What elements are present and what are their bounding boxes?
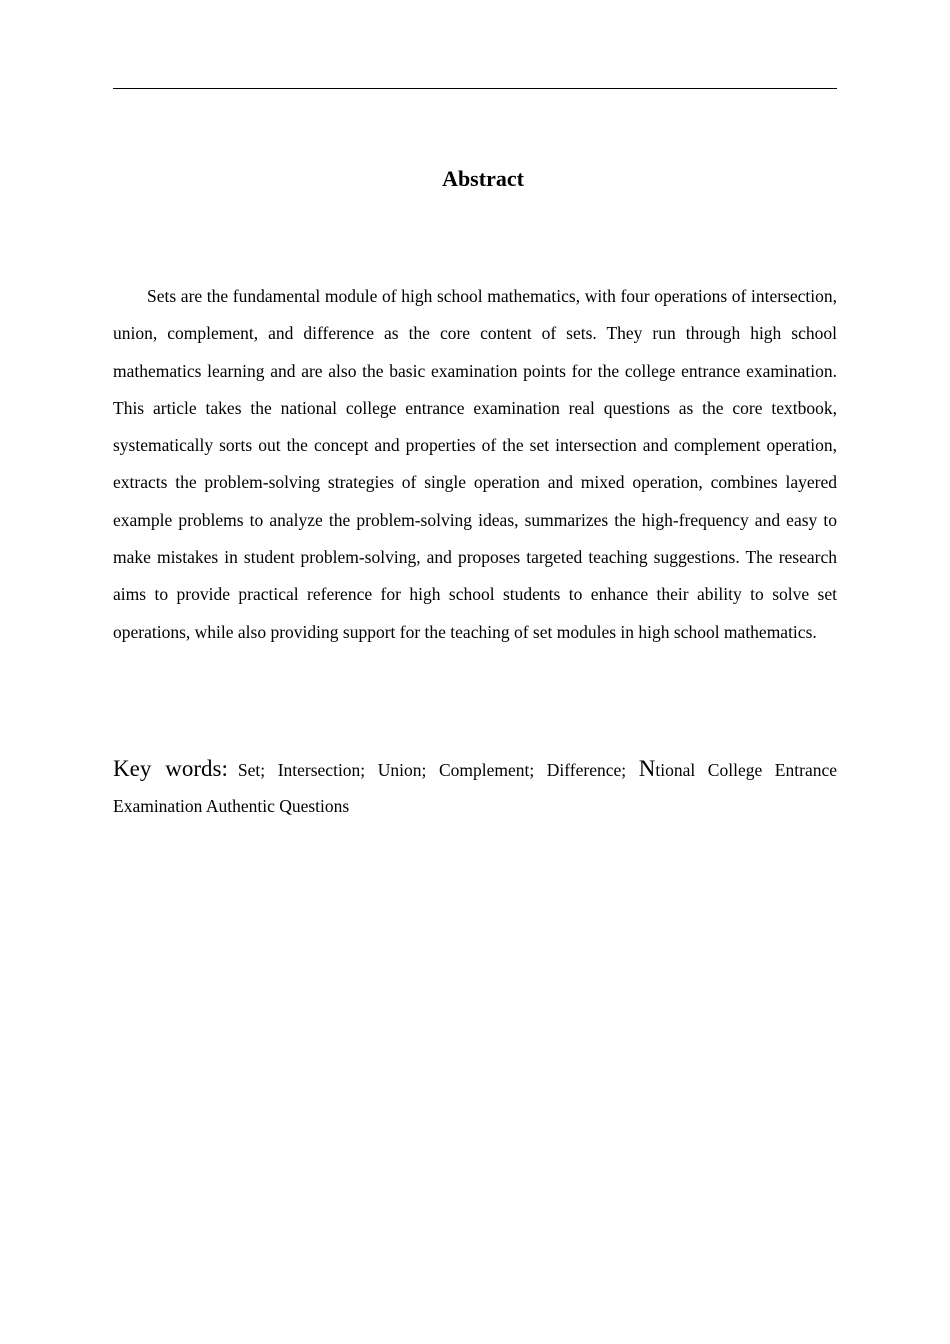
keywords-line bbox=[113, 751, 837, 824]
keywords-list-tail: tional College Entrance Examination Authentic Questions bbox=[113, 760, 837, 816]
abstract-title: Abstract bbox=[442, 166, 524, 191]
keywords-large-letter: N bbox=[638, 756, 656, 781]
keywords-label: Key words: bbox=[113, 756, 228, 781]
abstract-paragraph: Sets are the fundamental module of high school mathematics, with four operations of intersection, union, complement, and difference as the core content of sets. They run through high school mathematics learning and are also the basic examination points for the college entrance examination. This article takes the national college entrance examination real questions as the core textbook, systematically sorts out the concept and properties of the set intersection and complement operation, extracts the problem-solving strategies of single operation and mixed operation, combines layered example problems to analyze the problem-solving ideas, summarizes the high-frequency and easy to make mistakes in student problem-solving, and proposes targeted teaching suggestions. The research aims to provide practical reference for high school students to enhance their ability to solve set operations, while also providing support for the teaching of set modules in high school mathematics. bbox=[113, 286, 837, 642]
header-rule bbox=[113, 88, 837, 89]
keywords-list: Set; Intersection; Union; Complement; Difference; bbox=[237, 760, 639, 780]
